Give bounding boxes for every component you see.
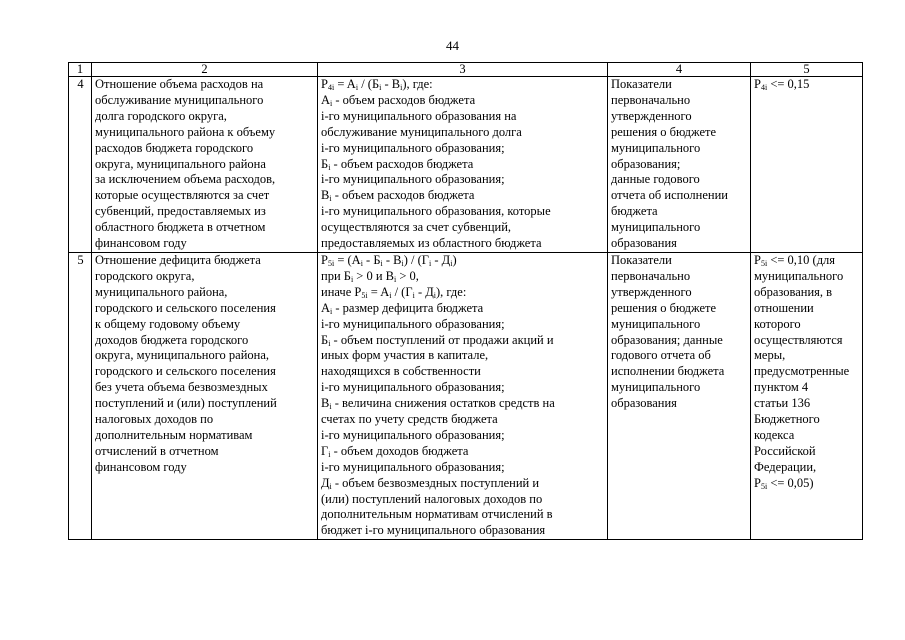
cell-line: годового отчета об — [611, 348, 711, 363]
cell-line: $Б_i$ - объем расходов бюджета — [321, 156, 474, 172]
cell-line: отчета об исполнении — [611, 188, 728, 203]
table-row — [69, 77, 863, 253]
cell-line: данные годового — [611, 172, 700, 187]
cell-line: первоначально — [611, 268, 691, 283]
cell-line: муниципального — [611, 220, 701, 235]
cell-line: городского и сельского поселения — [95, 300, 276, 315]
cell-line: утвержденного — [611, 284, 692, 299]
cell-line: образования, в — [754, 284, 833, 299]
cell-line: $P_{5i} <= 0,10$ (для — [754, 252, 836, 268]
cell-line: Показатели — [611, 252, 672, 267]
cell-line: $P_{5i} <= 0,05$) — [754, 475, 814, 491]
cell-line: расходов бюджета городского — [95, 140, 254, 155]
cell-line: за исключением объема расходов, — [95, 172, 276, 187]
cell-line: Отношение объема расходов на — [95, 77, 264, 91]
cell-line: обслуживание муниципального — [95, 92, 264, 107]
cell-line: субвенций, предоставляемых из — [95, 204, 266, 219]
row-number: 4 — [69, 77, 92, 253]
cell-line: областного бюджета в отчетном — [95, 220, 266, 235]
threshold-cell — [751, 77, 863, 253]
cell-line: обслуживание муниципального долга — [321, 124, 522, 139]
column-number: 3 — [318, 63, 608, 77]
cell-line: муниципального района, — [95, 284, 228, 299]
formula-cell — [318, 252, 608, 539]
cell-line: осуществляются — [754, 332, 843, 347]
cell-line: $P_{5i} = (A_i - Б_i - В_i) / (Г_i - Д_i)$ — [321, 252, 457, 268]
cell-line: пунктом 4 — [754, 380, 809, 395]
cell-line: $В_i$ - объем расходов бюджета — [321, 188, 475, 204]
cell-line: поступлений и (или) поступлений — [95, 396, 277, 411]
cell-line: городского округа, — [95, 268, 195, 283]
row-number: 5 — [69, 252, 92, 539]
cell-line: доходов бюджета городского — [95, 332, 249, 347]
column-number: 1 — [69, 63, 92, 77]
cell-line: Российской — [754, 443, 816, 458]
cell-line: $Б_i$ - объем поступлений от продажи акций и — [321, 332, 554, 348]
indicator-name-cell — [92, 77, 318, 253]
page-number: 44 — [446, 38, 459, 53]
cell-line: i-го муниципального образования; — [321, 172, 505, 187]
column-number-row — [69, 63, 863, 77]
cell-line: муниципального — [611, 140, 701, 155]
indicator-name-cell — [92, 252, 318, 539]
cell-line: $A_i$ - объем расходов бюджета — [321, 92, 476, 108]
cell-line: $A_i$ - размер дефицита бюджета — [321, 300, 484, 316]
cell-line: находящихся в собственности — [321, 364, 481, 379]
cell-line: исполнении бюджета — [611, 364, 725, 379]
cell-line: иначе $P_{5i} = A_i / (Г_i - Д_i)$, где: — [321, 284, 467, 300]
column-number: 4 — [608, 63, 751, 77]
cell-line: муниципального района к объему — [95, 124, 276, 139]
cell-line: осуществляются за счет субвенций, — [321, 220, 512, 235]
cell-line: первоначально — [611, 92, 691, 107]
cell-line: муниципального — [611, 316, 701, 331]
cell-line: счетах по учету средств бюджета — [321, 412, 498, 427]
cell-line: налоговых доходов по — [95, 412, 214, 427]
cell-line: $Д_i$ - объем безвозмездных поступлений и — [321, 475, 540, 491]
cell-line: Показатели — [611, 77, 672, 91]
cell-line: кодекса — [754, 427, 795, 442]
table-row — [69, 252, 863, 539]
formula-cell — [318, 77, 608, 253]
cell-line: Федерации, — [754, 459, 817, 474]
cell-line: образования — [611, 396, 677, 411]
cell-line: i-го муниципального образования на — [321, 108, 517, 123]
cell-line: без учета объема безвозмездных — [95, 380, 268, 395]
cell-line: i-го муниципального образования; — [321, 140, 505, 155]
cell-line: (или) поступлений налоговых доходов по — [321, 491, 543, 506]
cell-line: которого — [754, 316, 801, 331]
cell-line: образования — [611, 236, 677, 251]
cell-line: $В_i$ - величина снижения остатков средств на — [321, 396, 555, 412]
cell-line: долга городского округа, — [95, 108, 227, 123]
cell-line: предусмотренные — [754, 364, 850, 379]
cell-line: образования; данные — [611, 332, 723, 347]
cell-line: отчислений в отчетном — [95, 443, 219, 458]
cell-line: Бюджетного — [754, 412, 820, 427]
cell-line: финансовом году — [95, 459, 187, 474]
cell-line: i-го муниципального образования; — [321, 459, 505, 474]
cell-line: i-го муниципального образования; — [321, 316, 505, 331]
cell-line: финансовом году — [95, 236, 187, 251]
cell-line: муниципального — [754, 268, 844, 283]
cell-line: иных форм участия в капитале, — [321, 348, 489, 363]
cell-line: отношении — [754, 300, 814, 315]
cell-line: которые осуществляются за счет — [95, 188, 270, 203]
cell-line: бюджета — [611, 204, 658, 219]
cell-line: округа, муниципального района, — [95, 348, 270, 363]
cell-line: решения о бюджете — [611, 124, 717, 139]
cell-line: утвержденного — [611, 108, 692, 123]
cell-line: $Г_i$ - объем доходов бюджета — [321, 443, 469, 459]
column-number: 2 — [92, 63, 318, 77]
cell-line: предоставляемых из областного бюджета — [321, 236, 542, 251]
indicators-table — [68, 62, 863, 540]
cell-line: городского и сельского поселения — [95, 364, 276, 379]
cell-line: к общему годовому объему — [95, 316, 241, 331]
cell-line: Отношение дефицита бюджета — [95, 252, 261, 267]
source-cell — [608, 77, 751, 253]
cell-line: $P_{4i} <= 0,15$ — [754, 77, 810, 92]
cell-line: статьи 136 — [754, 396, 811, 411]
cell-line: округа, муниципального района — [95, 156, 266, 171]
cell-line: дополнительным нормативам отчислений в — [321, 507, 553, 522]
cell-line: муниципального — [611, 380, 701, 395]
source-cell — [608, 252, 751, 539]
cell-line: дополнительным нормативам — [95, 427, 253, 442]
cell-line: образования; — [611, 156, 681, 171]
cell-line: i-го муниципального образования; — [321, 380, 505, 395]
cell-line: решения о бюджете — [611, 300, 717, 315]
cell-line: i-го муниципального образования; — [321, 427, 505, 442]
threshold-cell — [751, 252, 863, 539]
cell-line: i-го муниципального образования, которые — [321, 204, 551, 219]
cell-line: при $Б_i > 0$ и $В_i > 0$, — [321, 268, 419, 284]
cell-line: бюджет i-го муниципального образования — [321, 523, 546, 538]
cell-line: $P_{4i} = A_i / (Б_i - В_i)$, где: — [321, 77, 433, 92]
column-number: 5 — [751, 63, 863, 77]
cell-line: меры, — [754, 348, 786, 363]
